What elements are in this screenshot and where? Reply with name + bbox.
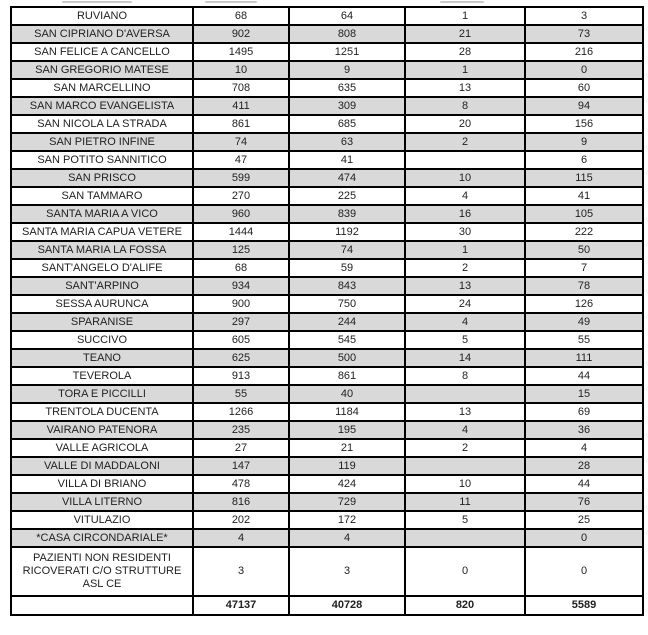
value-cell: 934 xyxy=(193,277,289,295)
value-cell: 545 xyxy=(289,331,405,349)
value-cell: 24 xyxy=(405,295,525,313)
value-cell: 478 xyxy=(193,475,289,493)
table-row xyxy=(11,151,643,169)
value-cell: 40 xyxy=(289,385,405,403)
municipality-name-cell: SAN TAMMARO xyxy=(11,187,193,205)
value-cell: 36 xyxy=(525,421,643,439)
municipality-name-cell: SUCCIVO xyxy=(11,331,193,349)
value-cell: 28 xyxy=(525,457,643,475)
value-cell: 94 xyxy=(525,97,643,115)
value-cell: 10 xyxy=(193,61,289,79)
table-row xyxy=(11,421,643,439)
value-cell: 10 xyxy=(405,169,525,187)
table-row xyxy=(11,115,643,133)
value-cell: 216 xyxy=(525,43,643,61)
value-cell: 9 xyxy=(525,133,643,151)
value-cell: 11 xyxy=(405,493,525,511)
value-cell: 1 xyxy=(405,61,525,79)
table-row xyxy=(11,277,643,295)
value-cell: 74 xyxy=(193,133,289,151)
value-cell: 1 xyxy=(405,241,525,259)
table-row xyxy=(11,295,643,313)
value-cell: 0 xyxy=(525,61,643,79)
municipality-name-cell: SANTA MARIA LA FOSSA xyxy=(11,241,193,259)
value-cell: 474 xyxy=(289,169,405,187)
value-cell: 635 xyxy=(289,79,405,97)
table-row xyxy=(11,493,643,511)
value-cell: 156 xyxy=(525,115,643,133)
value-cell: 1266 xyxy=(193,403,289,421)
value-cell xyxy=(405,457,525,475)
value-cell: 147 xyxy=(193,457,289,475)
municipality-name-cell: TEVEROLA xyxy=(11,367,193,385)
municipality-name-cell: *CASA CIRCONDARIALE* xyxy=(11,529,193,547)
value-cell: 750 xyxy=(289,295,405,313)
value-cell: 1444 xyxy=(193,223,289,241)
municipality-name-cell: TEANO xyxy=(11,349,193,367)
value-cell: 222 xyxy=(525,223,643,241)
value-cell: 5 xyxy=(405,511,525,529)
value-cell: 225 xyxy=(289,187,405,205)
value-cell: 411 xyxy=(193,97,289,115)
value-cell: 25 xyxy=(525,511,643,529)
value-cell: 902 xyxy=(193,25,289,43)
value-cell: 76 xyxy=(525,493,643,511)
value-cell: 424 xyxy=(289,475,405,493)
value-cell: 4 xyxy=(405,421,525,439)
value-cell: 861 xyxy=(289,367,405,385)
value-cell: 115 xyxy=(525,169,643,187)
value-cell: 13 xyxy=(405,403,525,421)
value-cell: 63 xyxy=(289,133,405,151)
table-row xyxy=(11,223,643,241)
value-cell: 816 xyxy=(193,493,289,511)
value-cell xyxy=(405,385,525,403)
value-cell: 172 xyxy=(289,511,405,529)
value-cell: 20 xyxy=(405,115,525,133)
municipality-name-cell: SANT'ARPINO xyxy=(11,277,193,295)
value-cell: 708 xyxy=(193,79,289,97)
municipality-name-cell: SAN PIETRO INFINE xyxy=(11,133,193,151)
value-cell: 4 xyxy=(289,529,405,547)
value-cell: 44 xyxy=(525,475,643,493)
value-cell: 244 xyxy=(289,313,405,331)
value-cell: 4 xyxy=(405,313,525,331)
municipality-name-cell: SESSA AURUNCA xyxy=(11,295,193,313)
municipality-name-cell: SAN MARCELLINO xyxy=(11,79,193,97)
value-cell: 69 xyxy=(525,403,643,421)
value-cell: 13 xyxy=(405,277,525,295)
totals-row xyxy=(11,596,643,615)
value-cell: 900 xyxy=(193,295,289,313)
value-cell: 8 xyxy=(405,97,525,115)
table-row xyxy=(11,331,643,349)
value-cell: 73 xyxy=(525,25,643,43)
table-row xyxy=(11,133,643,151)
value-cell: 820 xyxy=(405,596,525,615)
value-cell: 1251 xyxy=(289,43,405,61)
table-row xyxy=(11,403,643,421)
value-cell: 270 xyxy=(193,187,289,205)
value-cell: 2 xyxy=(405,259,525,277)
value-cell: 41 xyxy=(525,187,643,205)
table-row xyxy=(11,367,643,385)
table-row xyxy=(11,241,643,259)
value-cell: 21 xyxy=(405,25,525,43)
value-cell: 28 xyxy=(405,43,525,61)
value-cell: 3 xyxy=(193,547,289,596)
value-cell: 9 xyxy=(289,61,405,79)
value-cell: 78 xyxy=(525,277,643,295)
value-cell: 500 xyxy=(289,349,405,367)
value-cell: 195 xyxy=(289,421,405,439)
value-cell: 839 xyxy=(289,205,405,223)
municipality-name-cell: SAN NICOLA LA STRADA xyxy=(11,115,193,133)
value-cell: 126 xyxy=(525,295,643,313)
municipality-name-cell: SAN MARCO EVANGELISTA xyxy=(11,97,193,115)
value-cell: 68 xyxy=(193,7,289,25)
table-row xyxy=(11,43,643,61)
value-cell: 625 xyxy=(193,349,289,367)
value-cell: 297 xyxy=(193,313,289,331)
value-cell: 68 xyxy=(193,259,289,277)
municipality-name-cell: PAZIENTI NON RESIDENTI RICOVERATI C/O STRUTTURE ASL CE xyxy=(11,547,193,596)
value-cell: 55 xyxy=(525,331,643,349)
value-cell: 16 xyxy=(405,205,525,223)
value-cell: 4 xyxy=(405,187,525,205)
value-cell: 27 xyxy=(193,439,289,457)
value-cell xyxy=(405,529,525,547)
value-cell: 2 xyxy=(405,439,525,457)
value-cell: 1192 xyxy=(289,223,405,241)
table-row xyxy=(11,97,643,115)
value-cell: 861 xyxy=(193,115,289,133)
value-cell: 105 xyxy=(525,205,643,223)
municipality-name-cell: TRENTOLA DUCENTA xyxy=(11,403,193,421)
table-row xyxy=(11,439,643,457)
table-row xyxy=(11,205,643,223)
municipality-name-cell: SAN PRISCO xyxy=(11,169,193,187)
municipality-name-cell: SANTA MARIA CAPUA VETERE xyxy=(11,223,193,241)
value-cell: 0 xyxy=(405,547,525,596)
value-cell: 21 xyxy=(289,439,405,457)
municipality-name-cell: VILLA DI BRIANO xyxy=(11,475,193,493)
value-cell: 74 xyxy=(289,241,405,259)
value-cell: 5589 xyxy=(525,596,643,615)
table-row xyxy=(11,529,643,547)
table-row xyxy=(11,79,643,97)
table-row xyxy=(11,187,643,205)
value-cell: 30 xyxy=(405,223,525,241)
value-cell: 47 xyxy=(193,151,289,169)
value-cell: 202 xyxy=(193,511,289,529)
municipality-name-cell: SAN FELICE A CANCELLO xyxy=(11,43,193,61)
value-cell: 960 xyxy=(193,205,289,223)
municipality-name-cell xyxy=(11,596,193,615)
value-cell: 309 xyxy=(289,97,405,115)
table-row xyxy=(11,25,643,43)
value-cell: 3 xyxy=(525,7,643,25)
table-body xyxy=(11,7,643,615)
value-cell: 119 xyxy=(289,457,405,475)
table-row xyxy=(11,385,643,403)
value-cell: 44 xyxy=(525,367,643,385)
municipality-name-cell: SAN GREGORIO MATESE xyxy=(11,61,193,79)
table-row xyxy=(11,349,643,367)
value-cell: 685 xyxy=(289,115,405,133)
municipality-name-cell: VILLA LITERNO xyxy=(11,493,193,511)
table-row xyxy=(11,169,643,187)
table-row xyxy=(11,457,643,475)
municipality-name-cell: TORA E PICCILLI xyxy=(11,385,193,403)
municipality-name-cell: VALLE AGRICOLA xyxy=(11,439,193,457)
municipality-name-cell: VITULAZIO xyxy=(11,511,193,529)
municipality-name-cell: VALLE DI MADDALONI xyxy=(11,457,193,475)
table-row xyxy=(11,475,643,493)
cropped-row-remnant xyxy=(0,0,648,4)
value-cell: 8 xyxy=(405,367,525,385)
value-cell: 7 xyxy=(525,259,643,277)
value-cell: 14 xyxy=(405,349,525,367)
value-cell: 1 xyxy=(405,7,525,25)
value-cell: 0 xyxy=(525,547,643,596)
table-row xyxy=(11,547,643,596)
value-cell: 5 xyxy=(405,331,525,349)
value-cell xyxy=(405,151,525,169)
value-cell: 605 xyxy=(193,331,289,349)
value-cell: 235 xyxy=(193,421,289,439)
value-cell: 50 xyxy=(525,241,643,259)
value-cell: 49 xyxy=(525,313,643,331)
value-cell: 60 xyxy=(525,79,643,97)
value-cell: 59 xyxy=(289,259,405,277)
value-cell: 47137 xyxy=(193,596,289,615)
value-cell: 0 xyxy=(525,529,643,547)
table-row xyxy=(11,511,643,529)
value-cell: 125 xyxy=(193,241,289,259)
value-cell: 913 xyxy=(193,367,289,385)
municipality-name-cell: SPARANISE xyxy=(11,313,193,331)
value-cell: 1184 xyxy=(289,403,405,421)
value-cell: 40728 xyxy=(289,596,405,615)
value-cell: 55 xyxy=(193,385,289,403)
value-cell: 599 xyxy=(193,169,289,187)
value-cell: 2 xyxy=(405,133,525,151)
municipality-data-table xyxy=(10,6,644,616)
value-cell: 4 xyxy=(193,529,289,547)
value-cell: 10 xyxy=(405,475,525,493)
value-cell: 13 xyxy=(405,79,525,97)
value-cell: 843 xyxy=(289,277,405,295)
value-cell: 808 xyxy=(289,25,405,43)
value-cell: 1495 xyxy=(193,43,289,61)
municipality-name-cell: RUVIANO xyxy=(11,7,193,25)
table-row xyxy=(11,61,643,79)
cropped-text-remnant xyxy=(205,1,257,3)
municipality-name-cell: VAIRANO PATENORA xyxy=(11,421,193,439)
table-row xyxy=(11,259,643,277)
municipality-name-cell: SAN POTITO SANNITICO xyxy=(11,151,193,169)
value-cell: 111 xyxy=(525,349,643,367)
cropped-text-remnant xyxy=(62,1,132,3)
value-cell: 729 xyxy=(289,493,405,511)
value-cell: 64 xyxy=(289,7,405,25)
table-row xyxy=(11,313,643,331)
value-cell: 15 xyxy=(525,385,643,403)
value-cell: 4 xyxy=(525,439,643,457)
municipality-name-cell: SANTA MARIA A VICO xyxy=(11,205,193,223)
value-cell: 41 xyxy=(289,151,405,169)
municipality-name-cell: SANT'ANGELO D'ALIFE xyxy=(11,259,193,277)
value-cell: 3 xyxy=(289,547,405,596)
municipality-name-cell: SAN CIPRIANO D'AVERSA xyxy=(11,25,193,43)
cropped-text-remnant xyxy=(440,1,484,3)
table-row xyxy=(11,7,643,25)
value-cell: 6 xyxy=(525,151,643,169)
